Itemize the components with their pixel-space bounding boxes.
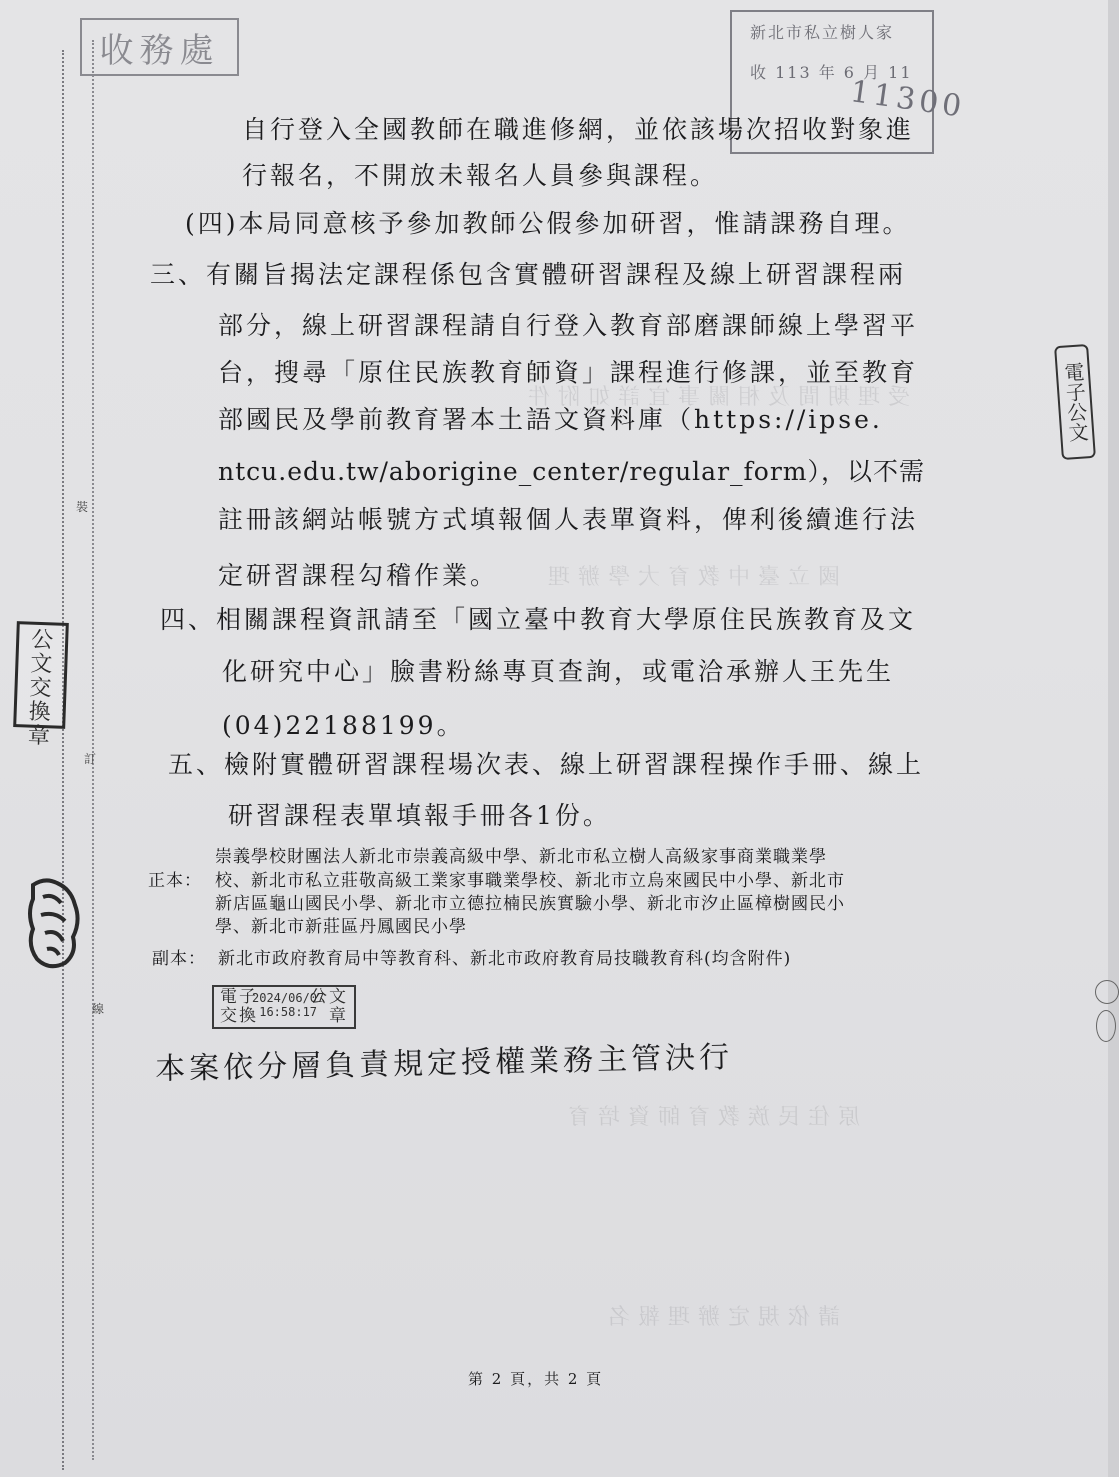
receipt-line-2: 收 113 年 6 月 11 bbox=[750, 63, 913, 82]
body-line: 行報名，不開放未報名人員參與課程。 bbox=[242, 161, 719, 190]
exchange-stamp-datetime: 2024/06/07 16:58:17 bbox=[252, 991, 325, 1019]
copy-recipient-line: 新北市政府教育局中等教育科、新北市政府教育局技職教育科(均含附件) bbox=[218, 949, 792, 969]
decision-statement: 本案依分層負責規定授權業務主管決行 bbox=[154, 1039, 734, 1088]
binding-mark-xian: 線 bbox=[92, 1002, 105, 1016]
body-line: (四)本局同意核予參加教師公假參加研習，惟請課務自理。 bbox=[185, 209, 911, 238]
body-line: 四、相關課程資訊請至「國立臺中教育大學原住民族教育及文 bbox=[160, 605, 917, 634]
body-line: 定研習課程勾稽作業。 bbox=[218, 561, 499, 590]
body-line: 部分，線上研習課程請自行登入教育部磨課師線上學習平 bbox=[218, 311, 919, 340]
body-line: 三、有關旨揭法定課程係包含實體研習課程及線上研習課程兩 bbox=[150, 260, 907, 289]
edge-mark bbox=[1095, 980, 1119, 1004]
exchange-stamp-right: 公文 章 bbox=[310, 987, 348, 1026]
left-exchange-stamp-text: 公文交換章 bbox=[27, 627, 54, 750]
copy-recipient-label: 副本： bbox=[152, 949, 206, 969]
main-recipient-line: 校、新北市私立莊敬高級工業家事職業學校、新北市立烏來國民中小學、新北市 bbox=[215, 871, 845, 891]
body-line: 化研究中心」臉書粉絲專頁查詢，或電洽承辦人王先生 bbox=[222, 657, 895, 686]
bleed-through-text: 受理期間及相關事宜詳如附件 bbox=[520, 385, 911, 410]
main-recipient-label: 正本： bbox=[148, 871, 202, 891]
body-line: ntcu.edu.tw/aborigine_center/regular_form），以不需 bbox=[218, 457, 925, 486]
body-line: 部國民及學前教育署本土語文資料庫（https://ipse. bbox=[218, 405, 883, 434]
official-seal bbox=[25, 875, 83, 970]
receiving-office-stamp: 收務處 bbox=[80, 18, 239, 76]
body-line: 台，搜尋「原住民族教育師資」課程進行修課，並至教育 bbox=[218, 358, 919, 387]
body-line: 五、檢附實體研習課程場次表、線上研習課程操作手冊、線上 bbox=[168, 750, 925, 779]
binding-mark-ding: 訂 bbox=[84, 752, 97, 766]
body-line: 註冊該網站帳號方式填報個人表單資料，俾利後續進行法 bbox=[218, 505, 919, 534]
electronic-exchange-stamp bbox=[212, 985, 356, 1029]
binding-line bbox=[62, 50, 64, 1470]
main-recipient-line: 學、新北市新莊區丹鳳國民小學 bbox=[215, 917, 467, 937]
right-edge-stamp: 電子公文 bbox=[1054, 344, 1096, 460]
left-exchange-stamp bbox=[13, 621, 69, 750]
edge-mark bbox=[1096, 1010, 1116, 1042]
receipt-number: 11300 bbox=[848, 74, 968, 125]
exchange-stamp-left: 電子 交換 bbox=[220, 987, 258, 1026]
bleed-through-text: 請依規定辦理報名 bbox=[600, 1305, 841, 1330]
body-line: (04)22188199。 bbox=[222, 711, 465, 740]
main-recipient-line: 崇義學校財團法人新北市崇義高級中學、新北市私立樹人高級家事商業職業學 bbox=[215, 847, 827, 867]
body-line: 研習課程表單填報手冊各1份。 bbox=[228, 801, 611, 830]
binding-mark-zhuang: 裝 bbox=[76, 500, 89, 514]
page-number: 第 2 頁，共 2 頁 bbox=[468, 1370, 604, 1388]
bleed-through-text: 原住民族教育師資培育 bbox=[560, 1105, 861, 1130]
main-recipient-line: 新店區龜山國民小學、新北市立德拉楠民族實驗小學、新北市汐止區樟樹國民小 bbox=[215, 894, 845, 914]
body-line: 自行登入全國教師在職進修網，並依該場次招收對象進 bbox=[242, 115, 915, 144]
receipt-line-1: 新北市私立樹人家 bbox=[750, 23, 895, 42]
bleed-through-text: 國立臺中教育大學辦理 bbox=[540, 565, 841, 590]
